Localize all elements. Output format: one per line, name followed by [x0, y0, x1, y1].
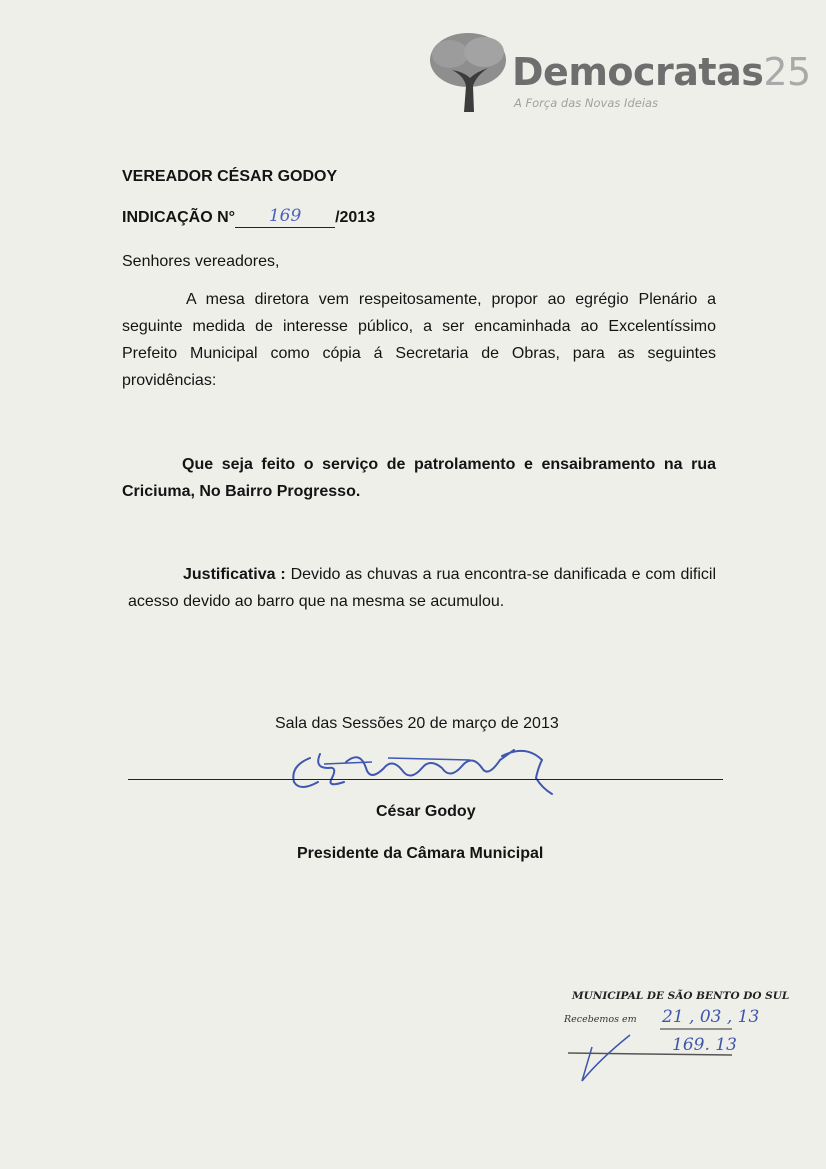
- stamp-received-label: Recebemos em: [564, 1014, 637, 1025]
- stamp-received-date: 21 , 03 , 13: [662, 1007, 760, 1027]
- stamp-protocol-number: 169. 13: [672, 1035, 737, 1055]
- logo-tagline: A Força das Novas Ideias: [514, 96, 659, 110]
- place-date: Sala das Sessões 20 de março de 2013: [275, 715, 559, 732]
- logo-name: Democratas25: [512, 50, 811, 94]
- request-paragraph: Que seja feito o serviço de patrolamento e ensaibramento na rua Criciuma, No Bairro Progresso.: [122, 456, 716, 500]
- party-logo: [428, 30, 811, 120]
- justification-paragraph: [128, 561, 716, 615]
- greeting: Senhores vereadores,: [122, 253, 280, 270]
- stamp-header: MUNICIPAL DE SÃO BENTO DO SUL: [572, 990, 790, 1002]
- indicacao-label: INDICAÇÃO N°: [122, 209, 236, 226]
- reception-stamp: [560, 985, 800, 1090]
- signature-line: [128, 779, 723, 780]
- indicacao-number-blank: [235, 206, 335, 228]
- signer-name: César Godoy: [376, 803, 476, 820]
- indicacao-line: [122, 204, 375, 231]
- justification-text: Devido as chuvas a rua encontra-se danificada e com dificil acesso devido ao barro que na mesma se acumulou.: [128, 566, 717, 610]
- vereador-heading: VEREADOR CÉSAR GODOY: [122, 168, 338, 185]
- handwritten-signature: [280, 738, 560, 796]
- tree-logo-icon: [428, 30, 508, 112]
- indicacao-year: /2013: [335, 209, 376, 226]
- justification-label: Justificativa :: [183, 566, 286, 583]
- signer-title: Presidente da Câmara Municipal: [297, 845, 544, 862]
- indicacao-number: 169: [268, 206, 302, 226]
- intro-paragraph: A mesa diretora vem respeitosamente, propor ao egrégio Plenário a seguinte medida de interesse público, a ser encaminhada ao Excelentíssimo Prefeito Municipal como cópia á Secretaria de Obras, para as seguintes providências:: [122, 291, 716, 389]
